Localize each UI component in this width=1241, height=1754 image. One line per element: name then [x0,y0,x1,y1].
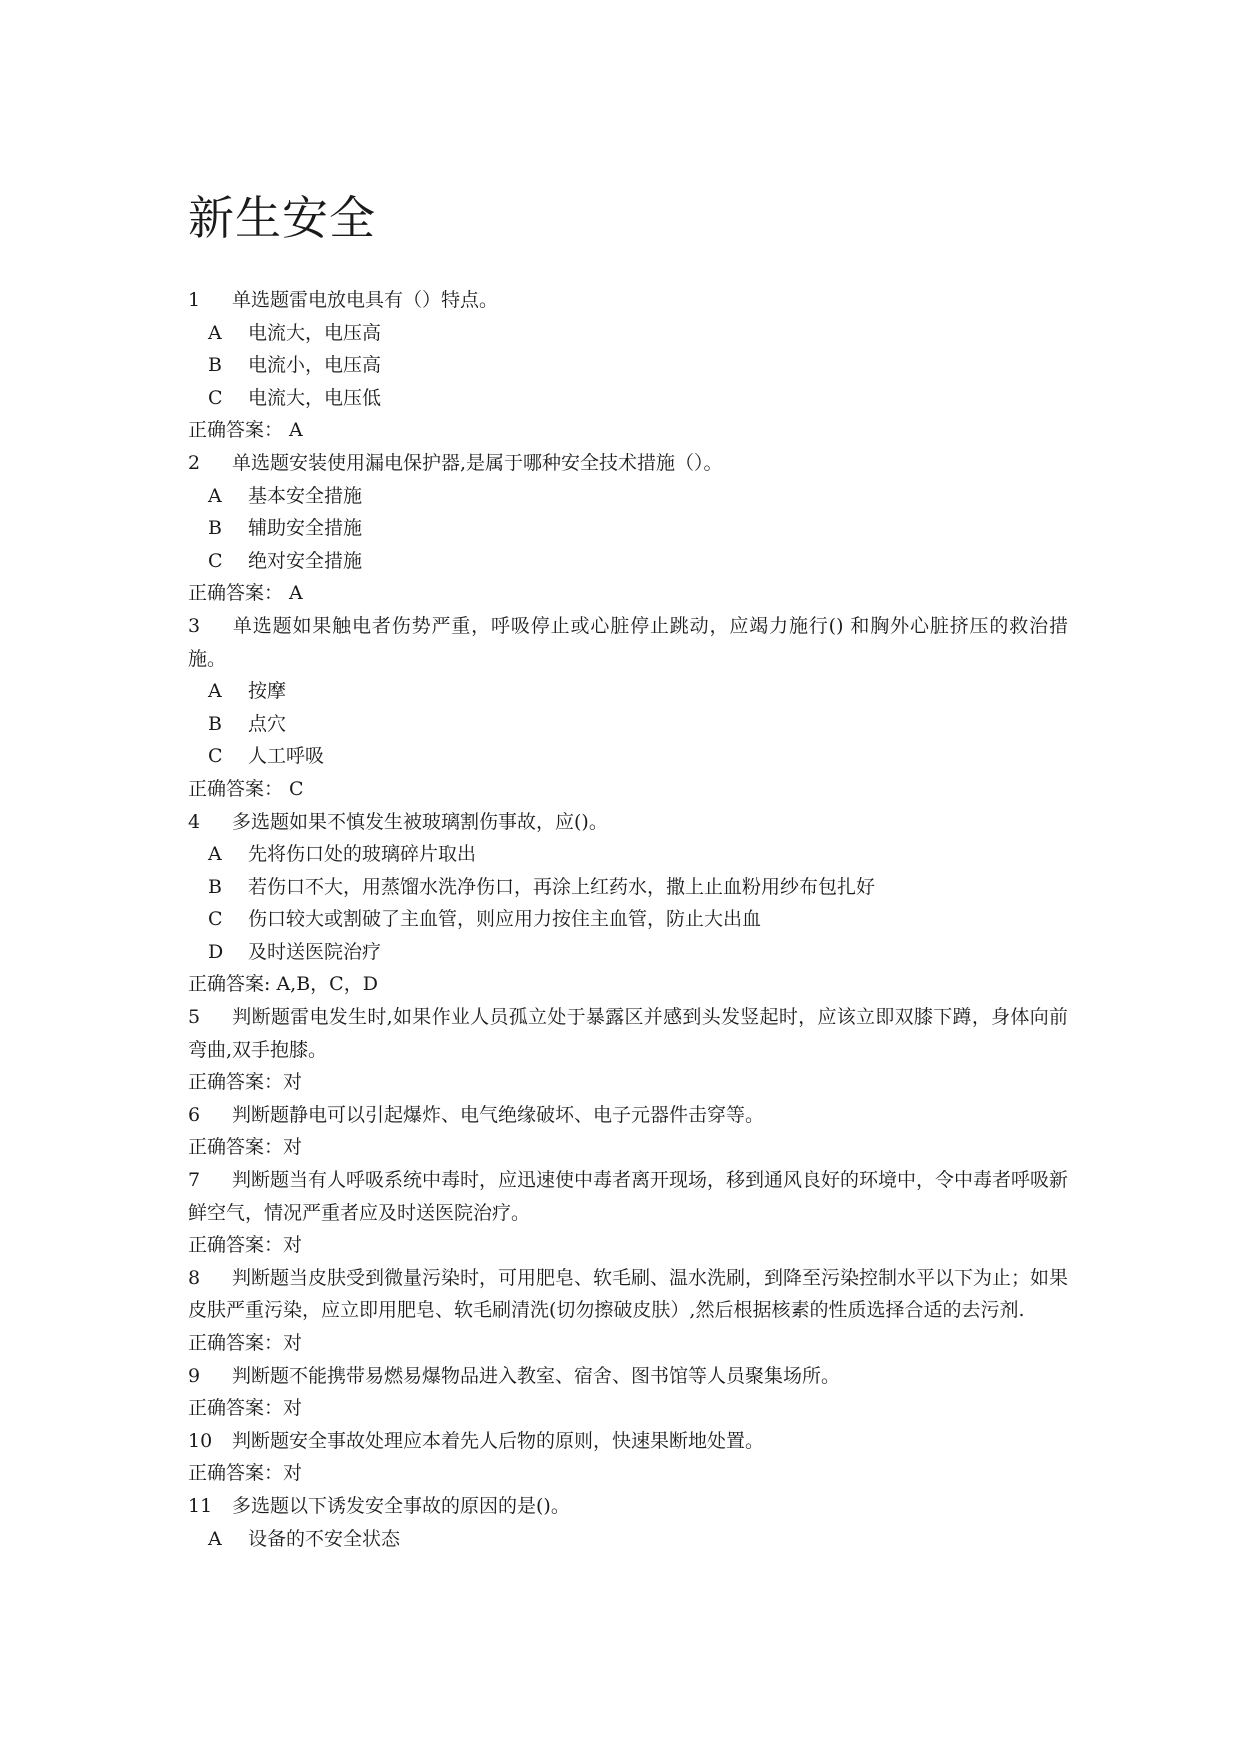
question-number: 1 [188,289,201,311]
correct-answer: 正确答案：对 [188,1234,303,1257]
correct-answer: 正确答案： A [188,582,303,605]
option-text: 若伤口不大，用蒸馏水洗净伤口，再涂上红药水，撒上止血粉用纱布包扎好 [248,875,876,898]
option-c [188,740,1068,773]
document-page [188,190,1068,1555]
question-text: 判断题雷电发生时,如果作业人员孤立处于暴露区并感到头发竖起时，应该立即双膝下蹲，身体向前弯曲,双手抱膝。 [188,1006,1068,1061]
question-5 [188,1001,1068,1066]
question-text: 单选题如果触电者伤势严重，呼吸停止或心脏停止跳动，应竭力施行() 和胸外心脏挤压的救治措施。 [188,614,1068,670]
option-b [188,512,1068,545]
option-letter: B [208,712,222,735]
option-letter: B [208,875,222,898]
option-a [188,675,1068,708]
question-number: 11 [188,1494,213,1517]
option-letter: A [208,321,222,344]
option-text: 辅助安全措施 [248,517,363,540]
question-10 [188,1425,1068,1458]
correct-answer: 正确答案: A,B，C，D [188,973,378,996]
option-text: 基本安全措施 [248,484,363,507]
question-text: 判断题当皮肤受到微量污染时，可用肥皂、软毛刷、温水洗刷，到降至污染控制水平以下为止；如果皮肤严重污染，应立即用肥皂、软毛刷清洗(切勿擦破皮肤）,然后根据核素的性质选择合适的去污剂. [188,1266,1069,1322]
option-text: 设备的不安全状态 [248,1527,401,1550]
option-c [188,903,1068,936]
question-3 [188,610,1068,675]
question-4 [188,806,1068,839]
option-text: 及时送医院治疗 [248,940,382,963]
correct-answer: 正确答案：对 [188,1397,303,1420]
question-number: 3 [188,614,201,637]
option-a [188,838,1068,871]
question-number: 2 [188,451,201,474]
question-text: 判断题不能携带易燃易爆物品进入教室、宿舍、图书馆等人员聚集场所。 [232,1364,841,1387]
correct-answer: 正确答案：对 [188,1136,303,1159]
question-number: 7 [188,1169,201,1192]
question-1 [188,284,1068,317]
question-7 [188,1164,1068,1229]
option-d [188,936,1068,969]
question-number: 10 [188,1429,213,1452]
correct-answer: 正确答案： C [188,777,304,800]
question-text: 单选题雷电放电具有（）特点。 [232,289,499,311]
option-c [188,382,1068,415]
option-text: 伤口较大或割破了主血管，则应用力按住主血管，防止大出血 [248,908,762,931]
option-text: 电流大，电压低 [248,386,382,409]
question-number: 6 [188,1103,201,1126]
question-text: 判断题静电可以引起爆炸、电气绝缘破坏、电子元器件击穿等。 [232,1103,765,1126]
correct-answer: 正确答案：对 [188,1462,303,1485]
option-letter: B [208,354,222,377]
question-text: 单选题安装使用漏电保护器,是属于哪种安全技术措施（）。 [232,451,723,474]
option-letter: C [208,908,223,931]
option-letter: A [208,484,222,507]
option-letter: C [208,386,223,409]
option-letter: A [208,680,222,703]
option-letter: C [208,745,223,768]
option-a [188,1523,1068,1556]
option-text: 先将伤口处的玻璃碎片取出 [248,843,477,866]
option-a [188,480,1068,513]
correct-answer: 正确答案：对 [188,1332,303,1354]
option-b [188,871,1068,904]
question-number: 9 [188,1364,201,1387]
question-2 [188,447,1068,480]
question-11 [188,1490,1068,1523]
option-letter: A [208,843,222,866]
option-letter: B [208,517,222,540]
question-8 [188,1262,1068,1327]
option-b [188,708,1068,741]
question-number: 8 [188,1266,201,1289]
option-text: 绝对安全措施 [248,549,363,572]
question-number: 5 [188,1006,201,1029]
question-number: 4 [188,810,201,833]
option-b [188,349,1068,382]
option-text: 电流大，电压高 [248,321,382,344]
question-text: 判断题安全事故处理应本着先人后物的原则，快速果断地处置。 [232,1429,765,1452]
option-letter: D [208,940,224,963]
question-text: 判断题当有人呼吸系统中毒时，应迅速使中毒者离开现场，移到通风良好的环境中，令中毒者呼吸新鲜空气，情况严重者应及时送医院治疗。 [188,1169,1069,1224]
option-a [188,317,1068,350]
option-letter: A [208,1527,222,1550]
page-title: 新生安全 [188,191,376,245]
option-letter: C [208,549,223,572]
correct-answer: 正确答案：对 [188,1071,303,1094]
question-9 [188,1360,1068,1393]
option-c [188,545,1068,578]
question-6 [188,1099,1068,1132]
option-text: 点穴 [248,712,287,735]
option-text: 电流小，电压高 [248,354,382,377]
question-text: 多选题以下诱发安全事故的原因的是()。 [232,1494,570,1517]
option-text: 按摩 [248,680,287,703]
question-text: 多选题如果不慎发生被玻璃割伤事故，应()。 [232,810,608,833]
option-text: 人工呼吸 [248,745,325,768]
correct-answer: 正确答案： A [188,419,303,442]
